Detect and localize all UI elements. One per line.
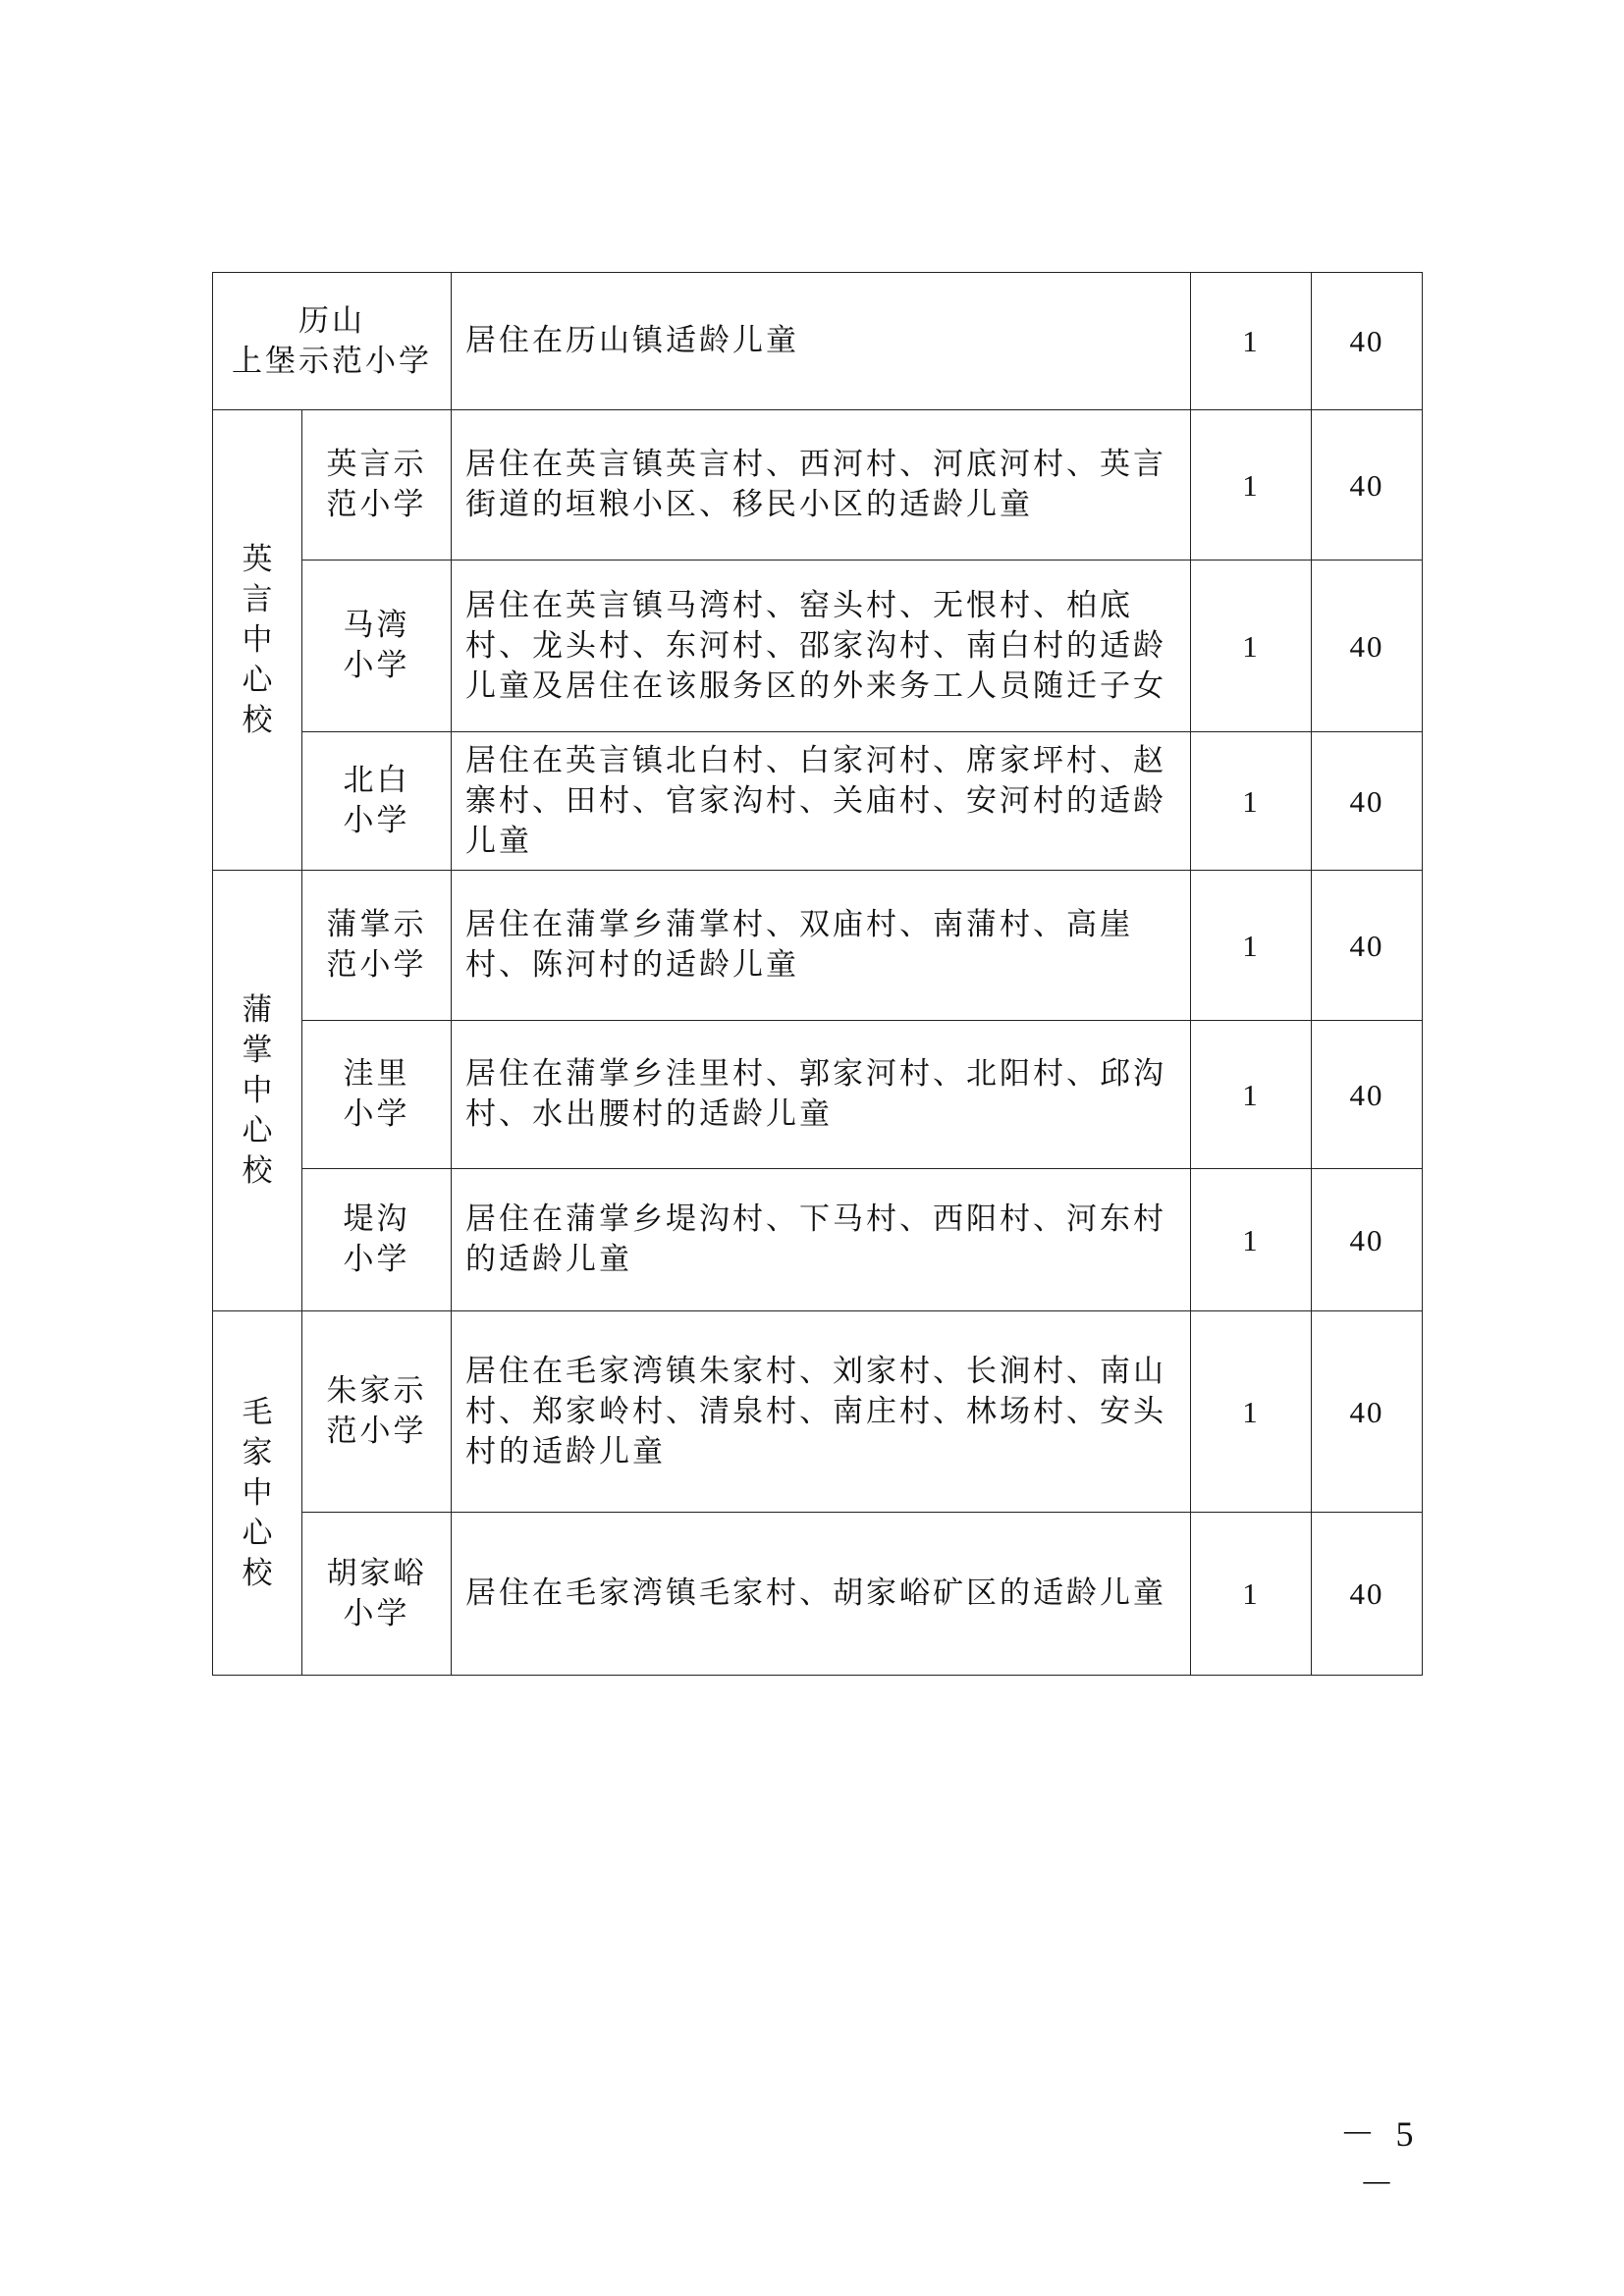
class-count-cell: 1 (1191, 561, 1312, 732)
student-count-cell: 40 (1312, 273, 1423, 410)
table-row (213, 732, 1423, 871)
center-school-cell (213, 1311, 302, 1676)
center-school-label: 毛家中心校 (242, 1394, 273, 1591)
school-name-cell: 胡家峪 小学 (302, 1513, 452, 1676)
center-school-label: 蒲掌中心校 (242, 991, 273, 1189)
student-count-cell: 40 (1312, 561, 1423, 732)
student-count-cell: 40 (1312, 410, 1423, 561)
service-area-cell: 居住在蒲掌乡洼里村、郭家河村、北阳村、邱沟村、水出腰村的适龄儿童 (452, 1021, 1191, 1169)
student-count-cell: 40 (1312, 732, 1423, 871)
table-row (213, 871, 1423, 1021)
service-area-cell: 居住在蒲掌乡堤沟村、下马村、西阳村、河东村的适龄儿童 (452, 1169, 1191, 1311)
table-row (213, 561, 1423, 732)
school-name-cell: 朱家示 范小学 (302, 1311, 452, 1513)
page-number: － 5 － (1339, 2114, 1420, 2204)
center-school-label: 英言中心校 (242, 541, 273, 738)
table-row (213, 1021, 1423, 1169)
class-count-cell: 1 (1191, 273, 1312, 410)
school-district-table (212, 272, 1423, 1676)
table-row (213, 410, 1423, 561)
school-name-cell: 历山 上堡示范小学 (213, 273, 452, 410)
table-row (213, 1513, 1423, 1676)
student-count-cell: 40 (1312, 871, 1423, 1021)
student-count-cell: 40 (1312, 1311, 1423, 1513)
school-name-cell: 马湾 小学 (302, 561, 452, 732)
school-name-cell: 洼里 小学 (302, 1021, 452, 1169)
student-count-cell: 40 (1312, 1169, 1423, 1311)
service-area-cell: 居住在历山镇适龄儿童 (452, 273, 1191, 410)
service-area-cell: 居住在英言镇北白村、白家河村、席家坪村、赵寨村、田村、官家沟村、关庙村、安河村的适龄儿童 (452, 732, 1191, 871)
class-count-cell: 1 (1191, 1513, 1312, 1676)
class-count-cell: 1 (1191, 1169, 1312, 1311)
student-count-cell: 40 (1312, 1021, 1423, 1169)
center-school-cell (213, 410, 302, 871)
table-row (213, 1311, 1423, 1513)
service-area-cell: 居住在英言镇英言村、西河村、河底河村、英言街道的垣粮小区、移民小区的适龄儿童 (452, 410, 1191, 561)
service-area-cell: 居住在蒲掌乡蒲掌村、双庙村、南蒲村、高崖村、陈河村的适龄儿童 (452, 871, 1191, 1021)
class-count-cell: 1 (1191, 410, 1312, 561)
service-area-cell: 居住在毛家湾镇毛家村、胡家峪矿区的适龄儿童 (452, 1513, 1191, 1676)
table-row (213, 1169, 1423, 1311)
service-area-cell: 居住在英言镇马湾村、窑头村、无恨村、柏底村、龙头村、东河村、邵家沟村、南白村的适龄儿童及居住在该服务区的外来务工人员随迁子女 (452, 561, 1191, 732)
school-name-cell: 蒲掌示 范小学 (302, 871, 452, 1021)
class-count-cell: 1 (1191, 1021, 1312, 1169)
school-name-cell: 北白 小学 (302, 732, 452, 871)
class-count-cell: 1 (1191, 871, 1312, 1021)
school-name-cell: 堤沟 小学 (302, 1169, 452, 1311)
center-school-cell (213, 871, 302, 1311)
service-area-cell: 居住在毛家湾镇朱家村、刘家村、长涧村、南山村、郑家岭村、清泉村、南庄村、林场村、安头村的适龄儿童 (452, 1311, 1191, 1513)
school-name-cell: 英言示 范小学 (302, 410, 452, 561)
class-count-cell: 1 (1191, 732, 1312, 871)
student-count-cell: 40 (1312, 1513, 1423, 1676)
table-row (213, 273, 1423, 410)
class-count-cell: 1 (1191, 1311, 1312, 1513)
